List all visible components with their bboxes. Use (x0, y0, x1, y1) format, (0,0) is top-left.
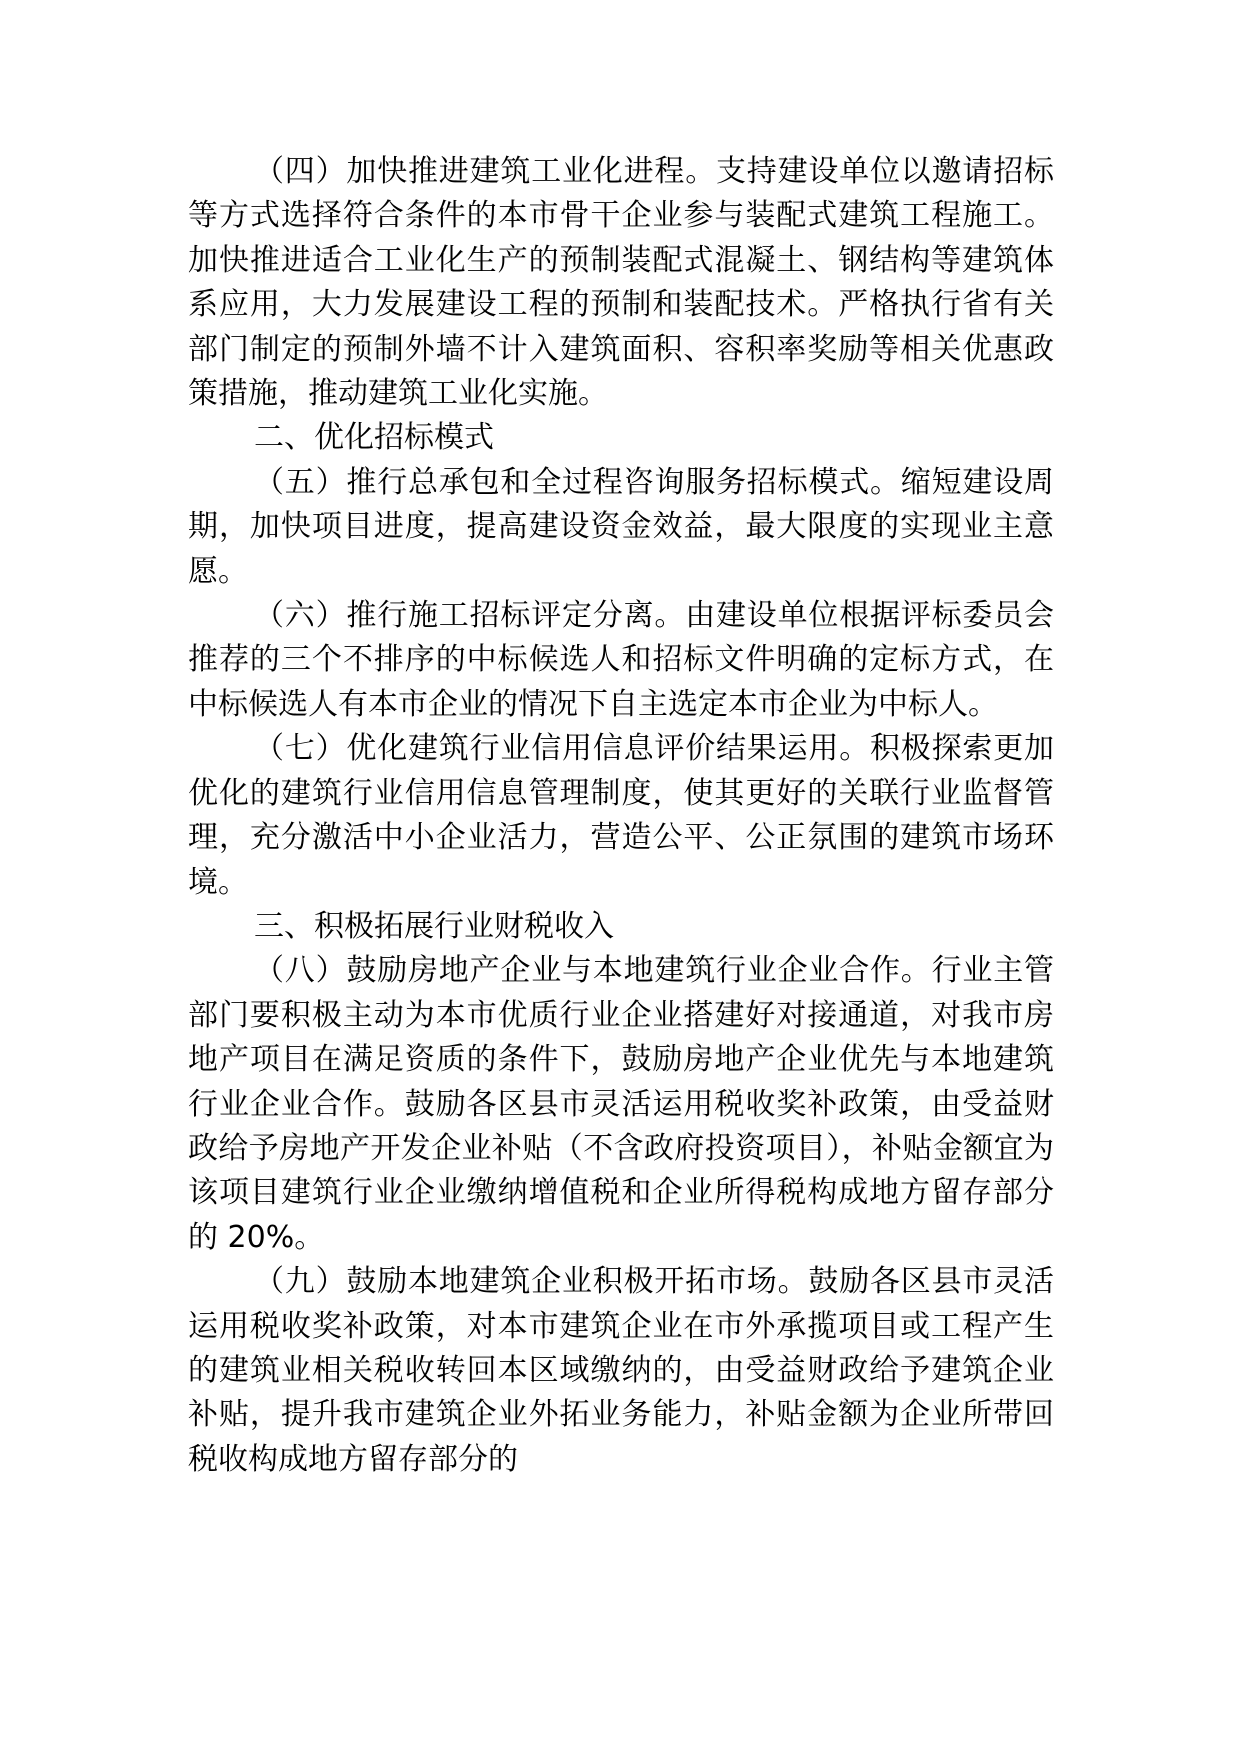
section-heading-2: 二、优化招标模式 (254, 420, 494, 456)
paragraph-8: （八）鼓励房地产企业与本地建筑行业企业合作。行业主管部门要积极主动为本市优质行业企业搭建好对接通道，对我市房地产项目在满足资质的条件下，鼓励房地产企业优先与本地建筑行业企业合作。鼓励各区县市灵活运用税收奖补政策，由受益财政给予房地产开发企业补贴（不含政府投资项目），补贴金额宜为该项目建筑行业企业缴纳增值税和企业所得税构成地方留存部分的 20%。 (188, 953, 1054, 1255)
paragraph-4: （四）加快推进建筑工业化进程。支持建设单位以邀请招标等方式选择符合条件的本市骨干企业参与装配式建筑工程施工。加快推进适合工业化生产的预制装配式混凝土、钢结构等建筑体系应用，大力发展建设工程的预制和装配技术。严格执行省有关部门制定的预制外墙不计入建筑面积、容积率奖励等相关优惠政策措施，推动建筑工业化实施。 (188, 154, 1054, 412)
paragraph-5: （五）推行总承包和全过程咨询服务招标模式。缩短建设周期，加快项目进度，提高建设资金效益，最大限度的实现业主意愿。 (188, 464, 1054, 589)
paragraph-9: （九）鼓励本地建筑企业积极开拓市场。鼓励各区县市灵活运用税收奖补政策，对本市建筑企业在市外承揽项目或工程产生的建筑业相关税收转回本区域缴纳的，由受益财政给予建筑企业补贴，提升我市建筑企业外拓业务能力，补贴金额为企业所带回税收构成地方留存部分的 (188, 1264, 1054, 1477)
document-page (188, 150, 1054, 1482)
section-heading-3: 三、积极拓展行业财税收入 (254, 908, 614, 944)
paragraph-7: （七）优化建筑行业信用信息评价结果运用。积极探索更加优化的建筑行业信用信息管理制度，使其更好的关联行业监督管理，充分激活中小企业活力，营造公平、公正氛围的建筑市场环境。 (188, 731, 1054, 900)
paragraph-6: （六）推行施工招标评定分离。由建设单位根据评标委员会推荐的三个不排序的中标候选人和招标文件明确的定标方式，在中标候选人有本市企业的情况下自主选定本市企业为中标人。 (188, 598, 1054, 722)
